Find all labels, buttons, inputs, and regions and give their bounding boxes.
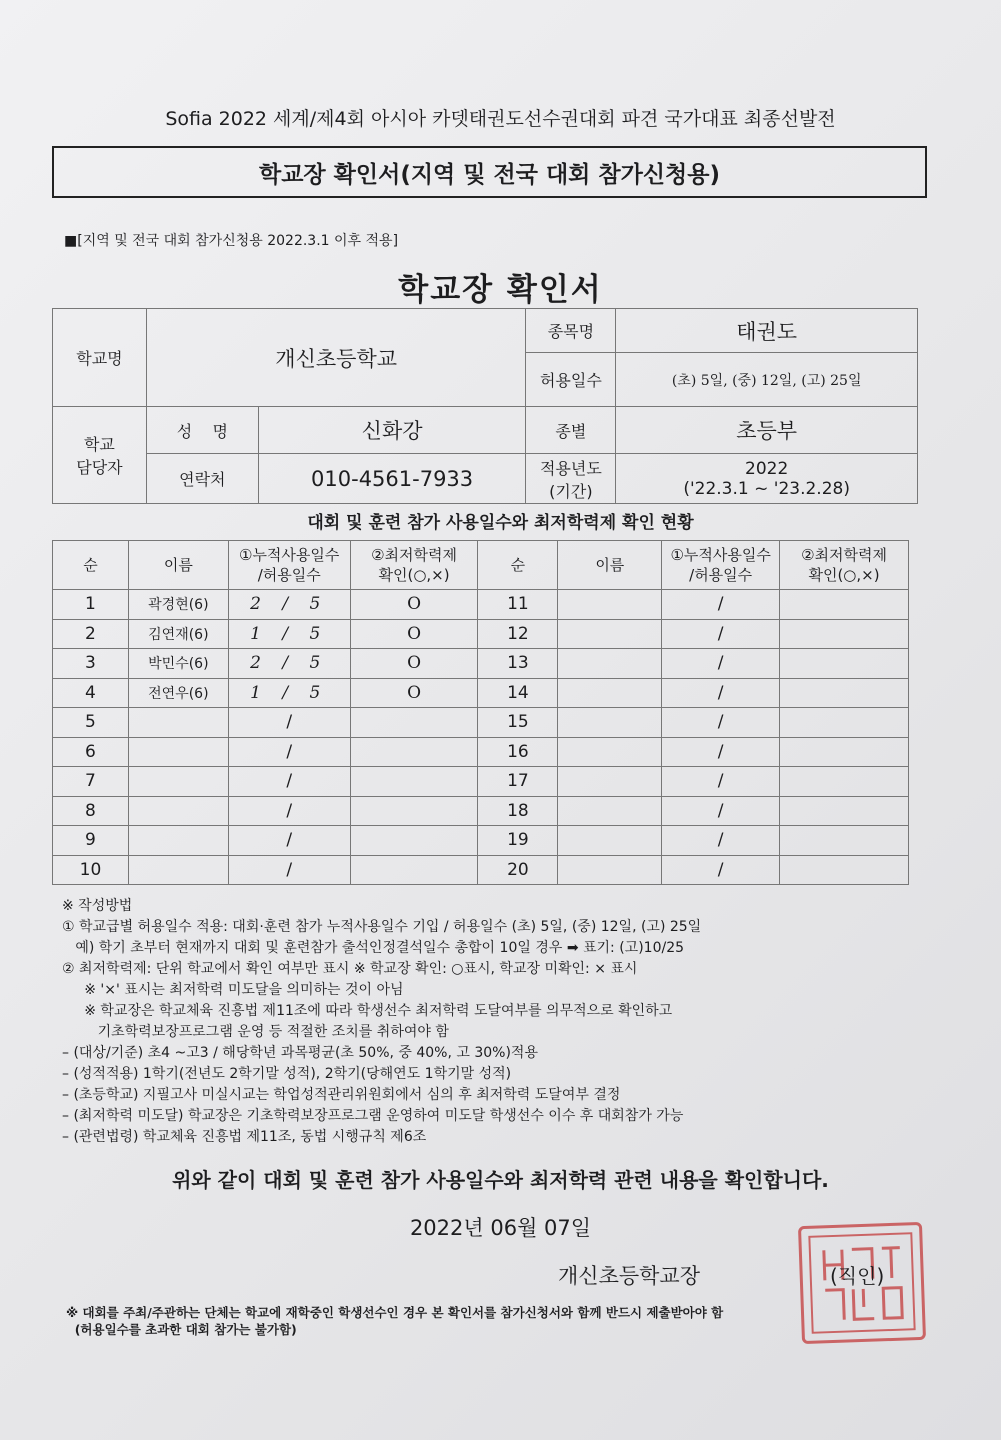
min-grade-check [780,737,909,767]
used-days: 2 / 5 [228,590,350,620]
header-days [228,541,350,590]
year-label-line-1: 적용년도 [539,458,602,478]
student-name [128,826,228,856]
roster-table [52,540,909,885]
used-days: / [228,708,350,738]
student-name [558,855,662,885]
contact-value: 010-4561-7933 [258,454,526,504]
student-name: 박민수(6) [128,649,228,679]
instruction-line: ※ '×' 표시는 최저학력 미도달을 의미하는 것이 아님 [62,982,404,998]
row-number: 3 [53,649,129,679]
header-days-line-2: /허용일수 [257,566,321,584]
table-row [53,796,909,826]
division-value: 초등부 [616,407,918,454]
student-name [558,619,662,649]
table-row [53,855,909,885]
used-days: / [228,767,350,797]
student-name [558,796,662,826]
used-days: / [662,708,780,738]
header-grade [350,541,478,590]
row-number: 8 [53,796,129,826]
student-name [558,678,662,708]
row-number: 1 [53,590,129,620]
used-days: / [662,737,780,767]
allowed-days-label: 허용일수 [526,353,616,407]
school-name: 개신초등학교 [146,309,526,407]
applicability-notice: ■[지역 및 전국 대회 참가신청용 2022.3.1 이후 적용] [64,233,399,249]
row-number: 14 [478,678,558,708]
header-grade-line-1: ②최저학력제 [371,546,457,564]
header-no-right: 순 [478,541,558,590]
instruction-line: 기초학력보장프로그램 운영 등 적절한 조치를 취하여야 함 [62,1024,449,1040]
sport-value: 태권도 [616,309,918,353]
table-row [53,590,909,620]
row-number: 9 [53,826,129,856]
student-name [558,708,662,738]
instruction-line: ※ 학교장은 학교체육 진흥법 제11조에 따라 학생선수 최저학력 도달여부를 의무적으로 확인하고 [62,1003,673,1019]
header-name: 이름 [128,541,228,590]
used-days: / [662,619,780,649]
used-days: / [228,796,350,826]
sport-label: 종목명 [526,309,616,353]
roster-body [53,590,909,885]
row-number: 10 [53,855,129,885]
header-grade-line-2: 확인(○,×) [378,566,450,584]
student-name [128,855,228,885]
row-number: 20 [478,855,558,885]
row-number: 6 [53,737,129,767]
table-row [53,649,909,679]
header-days-right [662,541,780,590]
student-name: 김연재(6) [128,619,228,649]
instruction-line: – (관련법령) 학교체육 진흥법 제11조, 동법 시행규칙 제6조 [62,1129,427,1145]
used-days: / [662,796,780,826]
instruction-line: ① 학교급별 허용일수 적용: 대회·훈련 참가 누적사용일수 기입 / 허용일수 (초) 5일, (중) 12일, (고) 25일 [62,919,702,935]
row-number: 11 [478,590,558,620]
used-days: / [228,826,350,856]
used-days: 1 / 5 [228,619,350,649]
min-grade-check: O [350,590,478,620]
min-grade-check [780,796,909,826]
min-grade-check [350,826,478,856]
footer-note [66,1304,896,1338]
student-name [558,826,662,856]
student-name [128,708,228,738]
principal-signature-line: 개신초등학교장 [558,1264,701,1288]
student-name [558,767,662,797]
student-name [558,590,662,620]
min-grade-check [780,678,909,708]
student-name: 곽경현(6) [128,590,228,620]
row-number: 17 [478,767,558,797]
student-name [128,796,228,826]
min-grade-check [780,826,909,856]
used-days: / [662,767,780,797]
writing-instructions [62,896,942,1148]
row-number: 18 [478,796,558,826]
student-name [128,737,228,767]
manager-label-line-2: 담당자 [76,458,123,477]
row-number: 2 [53,619,129,649]
instruction-line: – (초등학교) 지필고사 미실시교는 학업성적관리위원회에서 심의 후 최저학력 도달여부 결정 [62,1087,621,1103]
header-days-right-line-1: ①누적사용일수 [670,546,771,564]
school-info-table [52,308,918,504]
instruction-line: 예) 학기 초부터 현재까지 대회 및 훈련참가 출석인정결석일수 총합이 10일 경우 ➡ 표기: (고)10/25 [62,940,685,956]
table-row [53,737,909,767]
header-days-right-line-2: /허용일수 [689,566,753,584]
min-grade-check [350,796,478,826]
allowed-days-value: (초) 5일, (중) 12일, (고) 25일 [616,353,918,407]
min-grade-check [350,767,478,797]
table-row [53,708,909,738]
table-row [53,678,909,708]
confirmation-statement: 위와 같이 대회 및 훈련 참가 사용일수와 최저학력 관련 내용을 확인합니다. [172,1168,829,1192]
footer-line: ※ 대회를 주최/주관하는 단체는 학교에 재학중인 학생선수인 경우 본 확인서를 참가신청서와 함께 반드시 제출받아야 함 [66,1305,724,1320]
manager-name: 신화강 [258,407,526,454]
row-number: 7 [53,767,129,797]
row-number: 5 [53,708,129,738]
footer-line: (허용일수를 초과한 대회 참가는 불가함) [66,1322,297,1337]
division-label: 종별 [526,407,616,454]
header-grade-right-line-1: ②최저학력제 [801,546,887,564]
table-row [53,619,909,649]
instruction-line: ② 최저학력제: 단위 학교에서 확인 여부만 표시 ※ 학교장 확인: ○표시, 학교장 미확인: × 표시 [62,961,638,977]
student-name [128,767,228,797]
instruction-line: – (성적적용) 1학기(전년도 2학기말 성적), 2학기(당해연도 1학기말 성적) [62,1066,512,1082]
year-value [616,454,918,504]
student-name: 전연우(6) [128,678,228,708]
instruction-line: – (대상/기준) 초4 ~고3 / 해당학년 과목평균(초 50%, 중 40%, 고 30%)적용 [62,1045,538,1061]
instruction-line: – (최저학력 미도달) 학교장은 기초학력보장프로그램 운영하여 미도달 학생선수 이수 후 대회참가 가능 [62,1108,684,1124]
page-title: 학교장 확인서 [398,272,603,308]
header-grade-right [780,541,909,590]
row-number: 16 [478,737,558,767]
table-row [53,767,909,797]
table-row [53,826,909,856]
min-grade-check: O [350,619,478,649]
row-number: 19 [478,826,558,856]
row-number: 15 [478,708,558,738]
used-days: / [228,737,350,767]
min-grade-check [350,708,478,738]
used-days: 1 / 5 [228,678,350,708]
min-grade-check [780,855,909,885]
min-grade-check [780,619,909,649]
used-days: / [662,649,780,679]
used-days: / [662,678,780,708]
min-grade-check: O [350,649,478,679]
used-days: / [662,826,780,856]
row-number: 4 [53,678,129,708]
min-grade-check [780,767,909,797]
year-value-line-2: ('22.3.1 ~ '23.2.28) [683,478,850,499]
min-grade-check [350,855,478,885]
name-label: 성 명 [146,407,258,454]
contact-label: 연락처 [146,454,258,504]
min-grade-check [780,590,909,620]
used-days: / [228,855,350,885]
student-name [558,649,662,679]
manager-label-line-1: 학교 [83,435,115,454]
min-grade-check: O [350,678,478,708]
year-label-line-2: (기간) [549,481,593,501]
row-number: 12 [478,619,558,649]
header-grade-right-line-2: 확인(○,×) [808,566,880,584]
school-label: 학교명 [53,309,147,407]
used-days: 2 / 5 [228,649,350,679]
instruction-line: ※ 작성방법 [62,898,133,914]
year-value-line-1: 2022 [745,458,789,479]
roster-header-row [53,541,909,590]
header-days-line-1: ①누적사용일수 [239,546,340,564]
used-days: / [662,855,780,885]
header-no: 순 [53,541,129,590]
used-days: / [662,590,780,620]
row-number: 13 [478,649,558,679]
form-title-box: 학교장 확인서(지역 및 전국 대회 참가신청용) [52,146,927,198]
header-name-right: 이름 [558,541,662,590]
year-label [526,454,616,504]
roster-title: 대회 및 훈련 참가 사용일수와 최저학력제 확인 현황 [307,513,694,533]
event-title: Sofia 2022 세계/제4회 아시아 카뎃태권도선수권대회 파견 국가대표 최종선발전 [165,108,836,130]
min-grade-check [780,649,909,679]
student-name [558,737,662,767]
min-grade-check [350,737,478,767]
issue-date: 2022년 06월 07일 [409,1216,592,1240]
seal-label: (직인) [830,1264,885,1288]
manager-label [53,407,147,504]
min-grade-check [780,708,909,738]
